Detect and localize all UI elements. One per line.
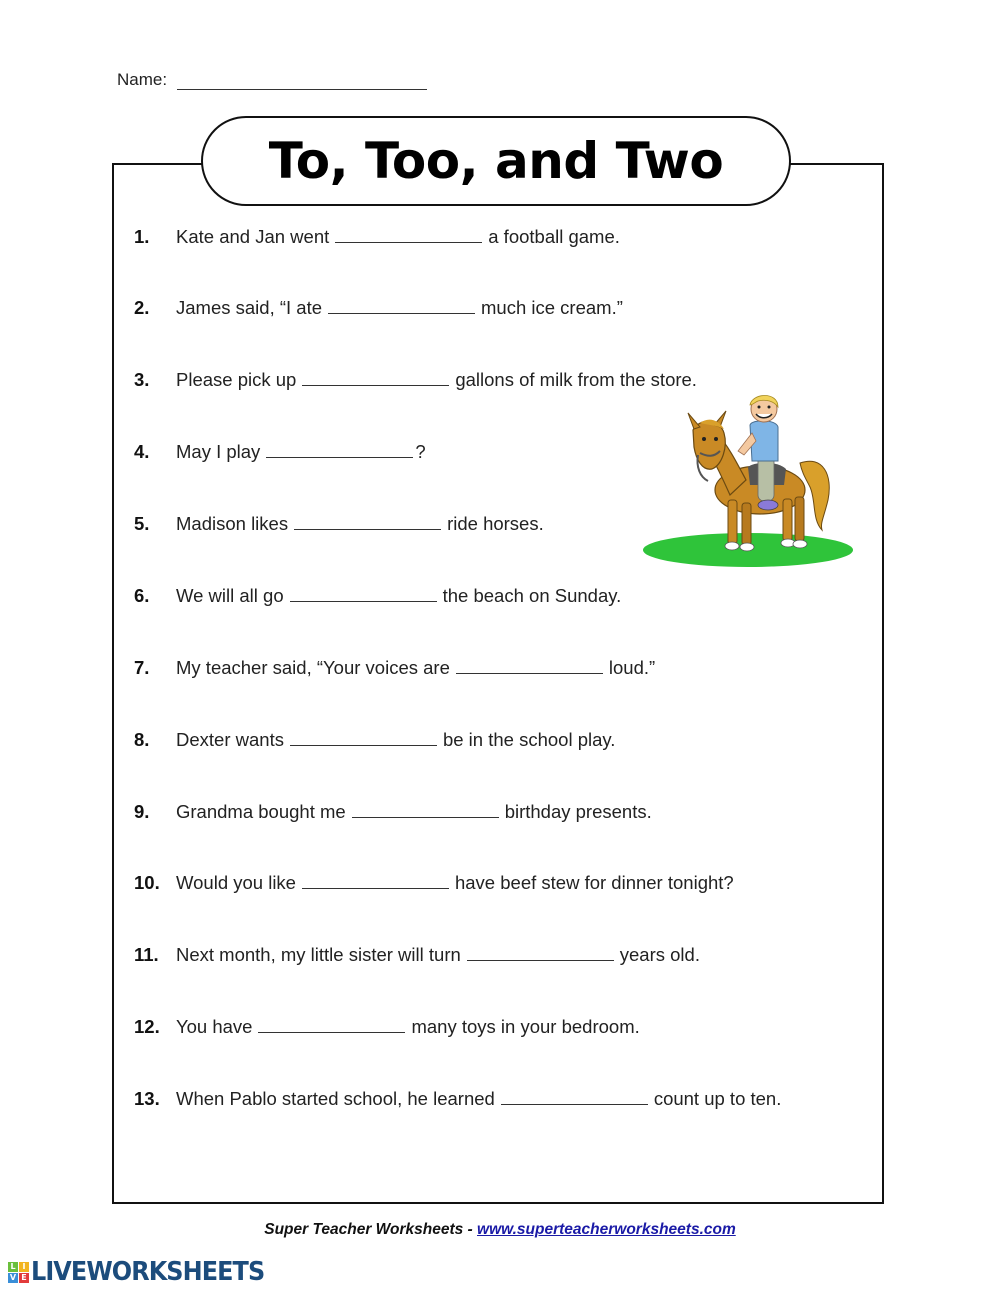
answer-blank[interactable] [290,745,437,746]
logo-letter-square: I [19,1262,29,1272]
question-number: 8. [134,729,150,750]
question-text-before: You have [176,1016,253,1037]
page-title: To, Too, and Two [268,132,724,190]
question-item [134,297,623,319]
question-text-after: years old. [619,944,700,965]
credit-link[interactable]: www.superteacherworksheets.com [477,1221,736,1238]
logo-letter-square: E [19,1273,29,1283]
name-field-row [117,70,427,90]
worksheet-frame [112,163,884,1204]
question-number: 7. [134,657,150,678]
question-item [134,1088,781,1110]
question-text-after: count up to ten. [653,1088,782,1109]
question-item [134,801,652,823]
question-number: 3. [134,369,150,390]
answer-blank[interactable] [467,960,614,961]
question-text-before: Next month, my little sister will turn [176,944,461,965]
question-text-before: Dexter wants [176,729,284,750]
question-item [134,657,655,679]
question-item [134,585,621,607]
question-number: 1. [134,226,150,247]
question-item [134,441,426,463]
answer-blank[interactable] [290,601,437,602]
question-text-before: Would you like [176,872,296,893]
question-text-after: many toys in your bedroom. [411,1016,640,1037]
question-number: 13. [134,1088,160,1109]
question-number: 9. [134,801,150,822]
answer-blank[interactable] [501,1104,648,1105]
question-text-after: ride horses. [447,513,544,534]
question-item [134,369,697,391]
name-label: Name: [117,70,168,89]
question-number: 12. [134,1016,160,1037]
answer-blank[interactable] [266,457,413,458]
question-text-after: loud.” [608,657,656,678]
logo-letter-square: V [9,1273,17,1282]
question-text-after: gallons of milk from the store. [455,369,697,390]
answer-blank[interactable] [352,817,499,818]
question-number: 5. [134,513,150,534]
question-text-before: When Pablo started school, he learned [176,1088,495,1109]
logo-letter-square: L [8,1262,18,1272]
answer-blank[interactable] [258,1032,405,1033]
title-banner [201,116,791,206]
question-text-before: James said, “I ate [176,297,323,318]
question-text-before: We will all go [176,585,284,606]
boy-riding-horse-icon [638,395,858,570]
question-number: 11. [134,944,159,965]
question-item [134,1016,640,1038]
question-text-before: Please pick up [176,369,297,390]
question-number: 4. [134,441,150,462]
question-item [134,944,700,966]
liveworksheets-logo[interactable] [8,1257,285,1287]
question-item [134,872,734,894]
answer-blank[interactable] [335,242,482,243]
answer-blank[interactable] [328,313,475,314]
credit-line [0,1221,1000,1239]
question-text-after: birthday presents. [504,801,652,822]
question-text-before: Grandma bought me [176,801,346,822]
answer-blank[interactable] [294,529,441,530]
question-text-after: the beach on Sunday. [442,585,622,606]
answer-blank[interactable] [302,888,449,889]
live-squares-icon [8,1262,29,1283]
answer-blank[interactable] [456,673,603,674]
logo-text: LIVEWORKSHEETS [31,1257,265,1287]
question-text-after: be in the school play. [442,729,616,750]
question-number: 2. [134,297,150,318]
question-item [134,513,544,535]
question-text-after: a football game. [488,226,620,247]
question-text-after: much ice cream.” [481,297,623,318]
answer-blank[interactable] [302,385,449,386]
question-text-after: ? [415,441,426,462]
question-number: 10. [134,872,160,893]
question-text-before: Madison likes [176,513,289,534]
question-number: 6. [134,585,150,606]
question-item [134,729,615,751]
credit-text: Super Teacher Worksheets - [264,1221,478,1238]
question-text-before: My teacher said, “Your voices are [176,657,450,678]
question-text-before: Kate and Jan went [176,226,330,247]
question-text-after: have beef stew for dinner tonight? [454,872,734,893]
question-text-before: May I play [176,441,261,462]
name-input-line[interactable] [177,74,427,90]
question-item [134,226,620,248]
